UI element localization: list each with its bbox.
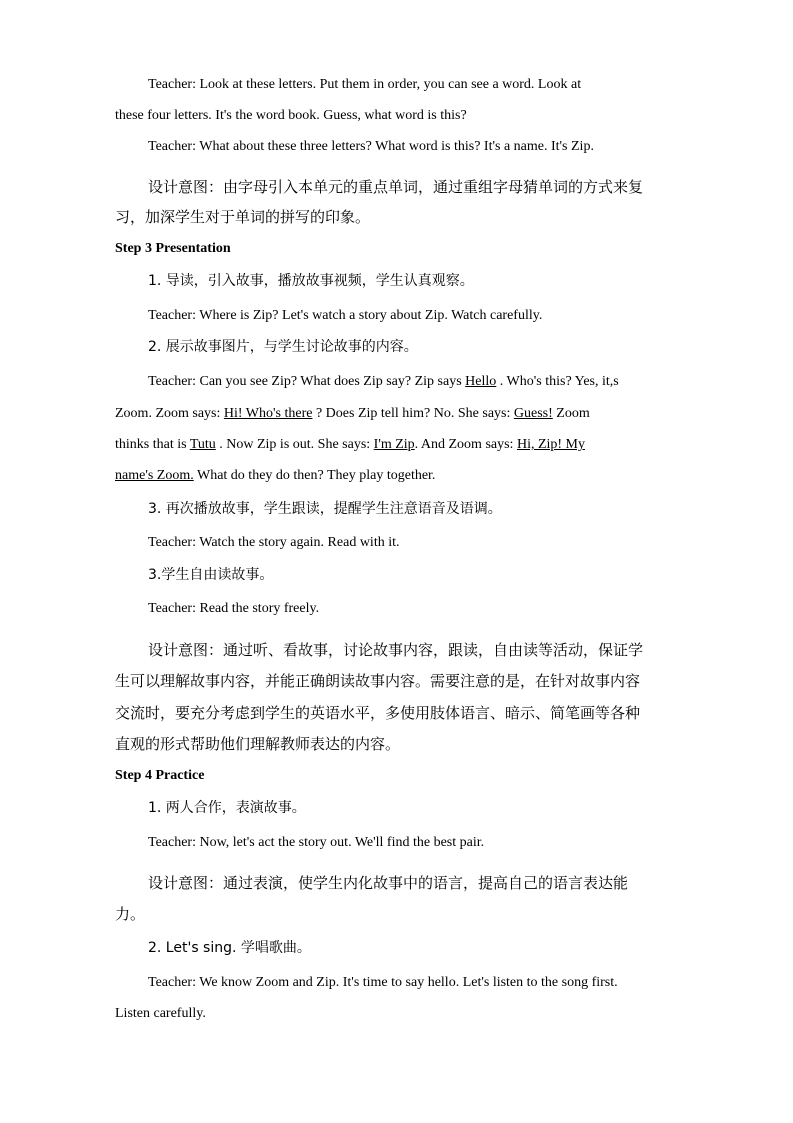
- story-blank-hi-whos-there: Hi! Who's there: [223, 406, 313, 421]
- design-intent-1-line-1: 设计意图：由字母引入本单元的重点单词，通过重组字母猜单词的方式来复: [148, 178, 644, 196]
- story-blank-guess: Guess!: [513, 406, 553, 421]
- story-line-3: [115, 436, 585, 454]
- story-line-4: [115, 467, 435, 485]
- teacher-line-zip: Teacher: What about these three letters? What word is this? It's a name. It's Zip.: [148, 139, 594, 154]
- story-text: . Now Zip is out. She says:: [215, 437, 374, 452]
- story-line-2: [115, 405, 590, 423]
- story-blank-hi-zip-my: Hi, Zip! My: [516, 437, 586, 452]
- design-intent-2-line-4: 直观的形式帮助他们理解教师表达的内容。: [115, 735, 401, 753]
- step-3-item-1: 1. 导读，引入故事，播放故事视频，学生认真观察。: [148, 273, 474, 289]
- story-text: What do they do then? They play together.: [193, 468, 436, 483]
- step-4-item-2: 2. Let's sing. 学唱歌曲。: [148, 940, 311, 956]
- story-blank-tutu: Tutu: [189, 437, 216, 452]
- step-4-heading: Step 4 Practice: [115, 768, 205, 783]
- design-intent-2-line-2: 生可以理解故事内容，并能正确朗读故事内容。需要注意的是，在针对故事内容: [115, 672, 641, 690]
- story-text: thinks that is: [115, 437, 190, 452]
- story-text: ? Does Zip tell him? No. She says:: [312, 406, 514, 421]
- story-text: . And Zoom says:: [414, 437, 517, 452]
- step-3-item-4-teacher: Teacher: Read the story freely.: [148, 601, 320, 616]
- story-line-1: [148, 373, 619, 391]
- story-blank-names-zoom: name's Zoom.: [115, 468, 194, 483]
- step-3-item-3: 3. 再次播放故事，学生跟读，提醒学生注意语音及语调。: [148, 501, 502, 517]
- story-blank-hello: Hello: [465, 374, 497, 389]
- story-text: Zoom. Zoom says:: [115, 406, 224, 421]
- design-intent-3-line-2: 力。: [115, 905, 146, 923]
- step-3-item-2: 2. 展示故事图片，与学生讨论故事的内容。: [148, 339, 418, 355]
- story-text: . Who's this? Yes, it,s: [496, 374, 619, 389]
- step-3-heading: Step 3 Presentation: [115, 241, 231, 256]
- step-4-item-2-teacher-line-2: Listen carefully.: [115, 1006, 206, 1021]
- story-text: Zoom: [552, 406, 590, 421]
- step-3-item-3-teacher: Teacher: Watch the story again. Read with it.: [148, 535, 400, 550]
- step-4-item-2-teacher-line-1: Teacher: We know Zoom and Zip. It's time to say hello. Let's listen to the song first.: [148, 975, 618, 990]
- design-intent-1-line-2: 习，加深学生对于单词的拼写的印象。: [115, 208, 371, 226]
- design-intent-3-line-1: 设计意图：通过表演，使学生内化故事中的语言，提高自己的语言表达能: [148, 874, 629, 892]
- story-text: Teacher: Can you see Zip? What does Zip say? Zip says: [148, 374, 466, 389]
- step-4-item-1: 1. 两人合作，表演故事。: [148, 800, 306, 816]
- teacher-line-letters-2: these four letters. It's the word book. Guess, what word is this?: [115, 108, 467, 123]
- teacher-line-letters-1: Teacher: Look at these letters. Put them in order, you can see a word. Look at: [148, 77, 582, 92]
- design-intent-2-line-1: 设计意图：通过听、看故事，讨论故事内容，跟读，自由读等活动，保证学: [148, 641, 644, 659]
- story-blank-im-zip: I'm Zip: [373, 437, 415, 452]
- step-3-item-1-teacher: Teacher: Where is Zip? Let's watch a story about Zip. Watch carefully.: [148, 308, 543, 323]
- step-3-item-4: 3.学生自由读故事。: [148, 567, 274, 583]
- design-intent-2-line-3: 交流时，要充分考虑到学生的英语水平，多使用肢体语言、暗示、简笔画等各种: [115, 704, 641, 722]
- step-4-item-1-teacher: Teacher: Now, let's act the story out. We'll find the best pair.: [148, 835, 485, 850]
